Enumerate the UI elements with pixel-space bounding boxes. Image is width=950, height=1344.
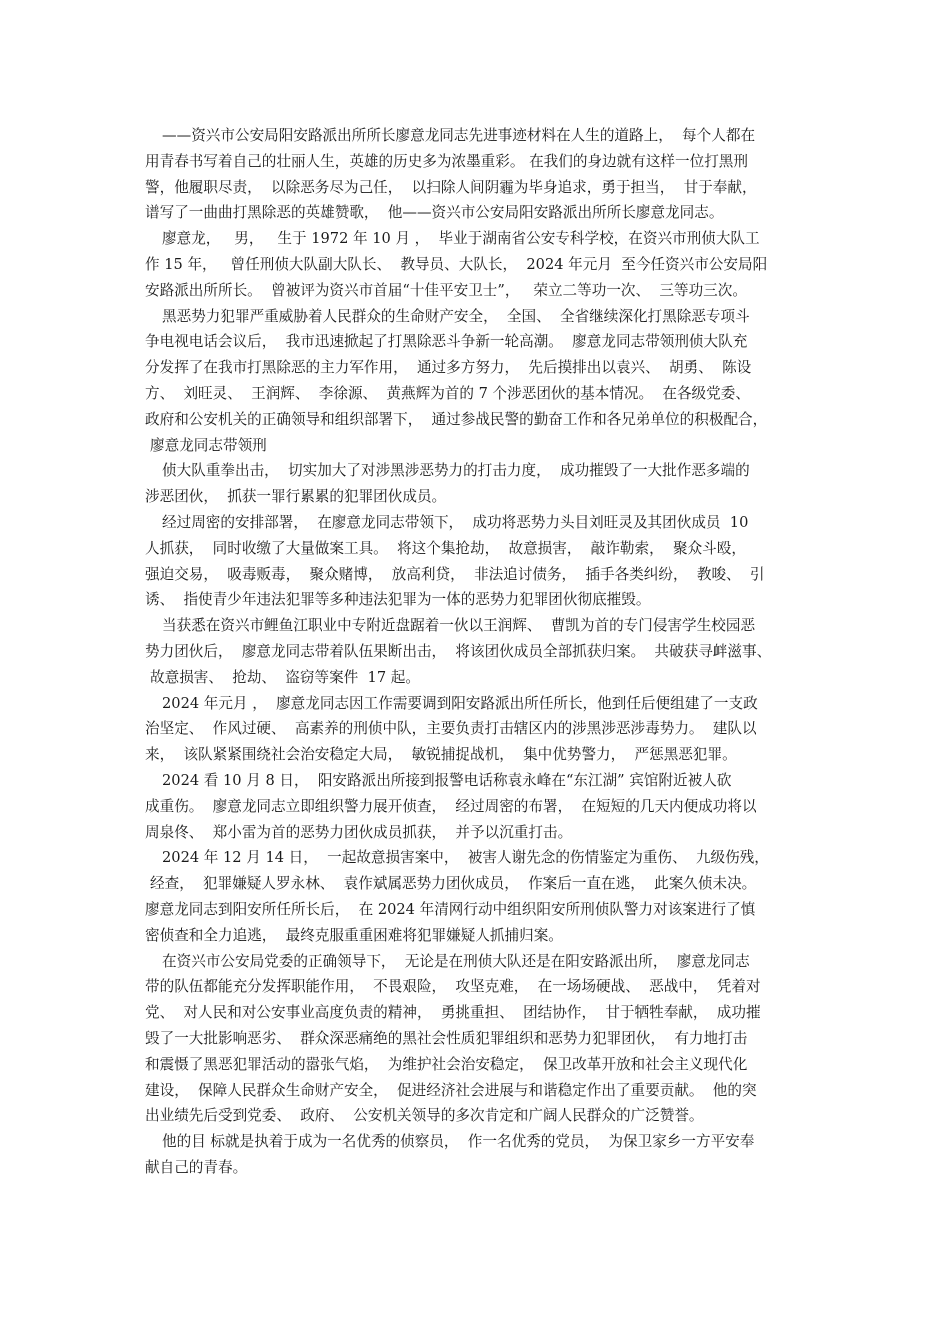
text-line: 廖意龙， 男， 生于 1972 年 10 月 ， 毕业于湖南省公安专科学校，在资兴市刑侦大队工 [162,230,760,248]
text-line: 带的队伍都能充分发挥职能作用， 不畏艰险， 攻坚克难， 在一场场硬战、 恶战中， 凭着对 [145,978,761,996]
text-line: 毁了一大批影响恶劣、 群众深恶痛绝的黑社会性质犯罪组织和恶势力犯罪团伙， 有力地打击 [145,1030,748,1047]
text-line: 经查， 犯罪嫌疑人罗永林、 袁作斌属恶势力团伙成员， 作案后一直在逃， 此案久侦未决。 [150,875,757,893]
text-line: 治坚定、 作风过硬、 高素养的刑侦中队，主要负责打击辖区内的涉黑涉恶涉毒势力。 建队以 [145,720,757,738]
text-line: 经过周密的安排部署， 在廖意龙同志带领下， 成功将恶势力头目刘旺灵及其团伙成员 10 [162,514,749,531]
text-line: 用青春书写着自己的壮丽人生，英雄的历史多为浓墨重彩。 在我们的身边就有这样一位打黑刑 [145,152,748,170]
text-line: 当获悉在资兴市鲤鱼江职业中专附近盘踞着一伙以王润辉、 曹凯为首的专门侵害学生校园恶 [162,617,756,635]
text-line: 势力团伙后， 廖意龙同志带着队伍果断出击， 将该团伙成员全部抓获归案。 共破获寻衅滋事、 [145,643,772,660]
text-line: 2024 年元月 ， 廖意龙同志因工作需要调到阳安路派出所任所长，他到任后便组建了一支政 [162,694,758,712]
text-line: 争电视电话会议后， 我市迅速掀起了打黑除恶斗争新一轮高潮。 廖意龙同志带领刑侦大队充 [145,333,748,351]
text-line: ——资兴市公安局阳安路派出所所长廖意龙同志先进事迹材料在人生的道路上， 每个人都在 [162,127,756,144]
text-line: 警，他履职尽责， 以除恶务尽为己任， 以扫除人间阴霾为毕身追求，勇于担当， 甘于奉献， [145,178,757,196]
text-line: 周泉佟、 郑小雷为首的恶势力团伙成员抓获， 并予以沉重打击。 [145,823,573,841]
text-line: 和震慑了黑恶犯罪活动的嚣张气焰， 为维护社会治安稳定， 保卫改革开放和社会主义现代化 [145,1055,748,1073]
text-line: 黑恶势力犯罪严重威胁着人民群众的生命财产安全， 全国、 全省继续深化打黑除恶专项斗 [162,307,750,325]
text-line: 人抓获， 同时收缴了大量做案工具。 将这个集抢劫， 故意损害， 敲诈勒索， 聚众斗殴， [145,539,746,557]
text-line: 2024 看 10 月 8 日， 阳安路派出所接到报警电话称袁永峰在“东江湖” 宾馆附近被人砍 [162,772,732,789]
text-line: 在资兴市公安局党委的正确领导下， 无论是在刑侦大队还是在阳安路派出所， 廖意龙同志 [162,952,750,970]
text-line: 出业绩先后受到党委、 政府、 公安机关领导的多次肯定和广阔人民群众的广泛赞誉。 [145,1107,704,1125]
text-line: 建设， 保障人民群众生命财产安全， 促进经济社会进展与和谐稳定作出了重要贡献。 他的突 [145,1081,757,1099]
text-line: 安路派出所所长。 曾被评为资兴市首届“十佳平安卫士”， 荣立二等功一次、 三等功三次。 [145,281,747,299]
text-line: 分发挥了在我市打黑除恶的主力军作用， 通过多方努力， 先后摸排出以袁兴、 胡勇、 陈设 [145,359,752,377]
text-line: 党、 对人民和对公安事业高度负责的精神， 勇挑重担、 团结协作， 甘于牺牲奉献， 成功摧 [145,1004,761,1022]
text-line: 廖意龙同志到阳安所任所长后， 在 2024 年清网行动中组织阳安所刑侦队警力对该案进行了慎 [145,901,756,918]
text-line: 政府和公安机关的正确领导和组织部署下， 通过参战民警的勤奋工作和各兄弟单位的积极配合， [145,410,768,428]
text-line: 来， 该队紧紧围绕社会治安稳定大局， 敏锐捕捉战机， 集中优势警力， 严惩黑恶犯罪。 [145,746,737,764]
text-line: 涉恶团伙， 抓获一罪行累累的犯罪团伙成员。 [145,488,447,506]
text-line: 诱、 指使青少年违法犯罪等多种违法犯罪为一体的恶势力犯罪团伙彻底摧毁。 [145,591,651,609]
text-line: 2024 年 12 月 14 日， 一起故意损害案中， 被害人谢先念的伤情鉴定为重伤、 九级伤残， [162,849,769,867]
text-line: 廖意龙同志带领刑 [150,436,267,454]
text-line: 密侦查和全力追逃， 最终克服重重困难将犯罪嫌疑人抓捕归案。 [145,926,563,944]
text-line: 献自己的青春。 [145,1159,248,1176]
text-line: 他的目 标就是执着于成为一名优秀的侦察员， 作一名优秀的党员， 为保卫家乡一方平安奉 [162,1133,755,1151]
text-line: 谱写了一曲曲打黑除恶的英雄赞歌， 他——资兴市公安局阳安路派出所所长廖意龙同志。 [145,204,724,222]
text-line: 成重伤。 廖意龙同志立即组织警力展开侦查， 经过周密的布署， 在短短的几天内便成功将以 [145,797,757,815]
text-line: 作 15 年， 曾任刑侦大队副大队长、 教导员、大队长， 2024 年元月 至今任资兴市公安局阳 [145,256,768,273]
text-line: 侦大队重拳出击， 切实加大了对涉黑涉恶势力的打击力度， 成功摧毁了一大批作恶多端的 [162,462,750,480]
text-line: 强迫交易， 吸毒贩毒， 聚众赌博， 放高利贷， 非法追讨债务， 插手各类纠纷， 教唆、 引 [145,565,765,583]
text-line: 方、 刘旺灵、 王润辉、 李徐源、 黄燕辉为首的 7 个涉恶团伙的基本情况。 在各级党委、 [145,385,750,402]
text-line: 故意损害、 抢劫、 盗窃等案件 17 起。 [150,668,420,686]
